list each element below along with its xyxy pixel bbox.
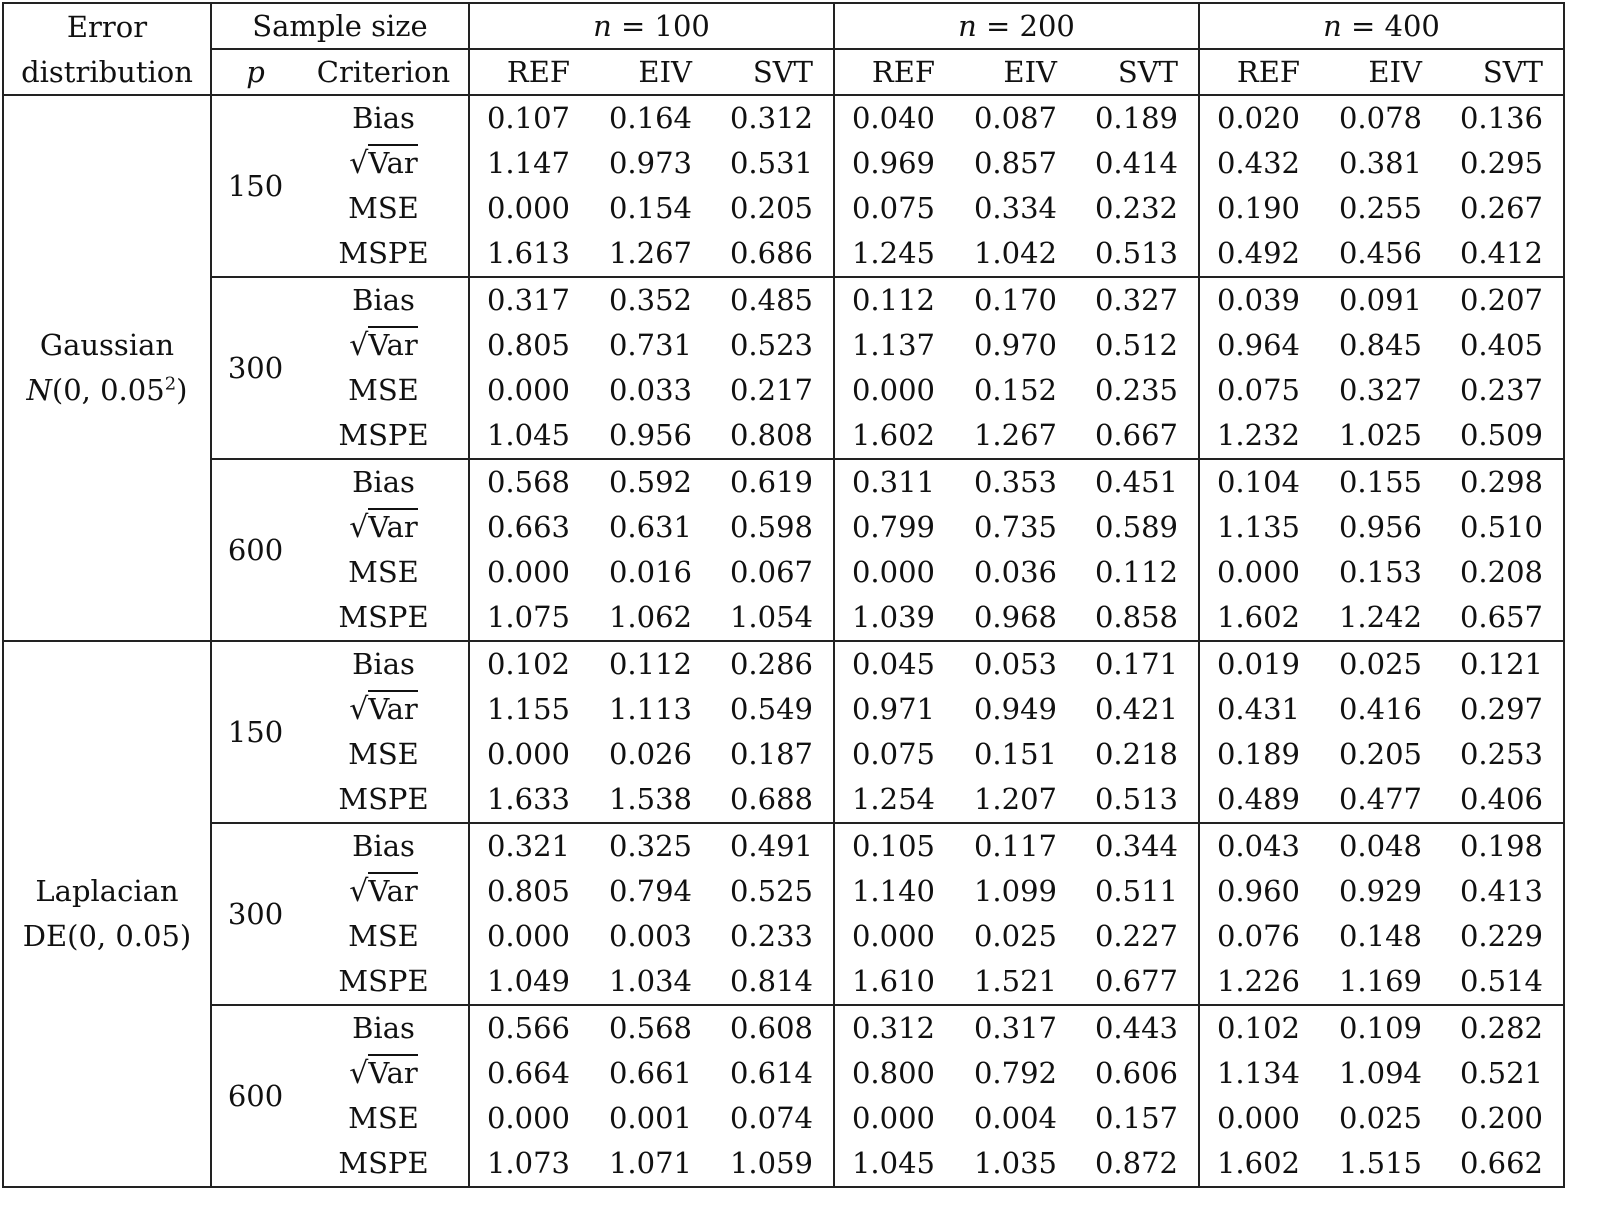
value-cell: 0.814 xyxy=(706,959,834,1005)
value-cell: 0.000 xyxy=(486,373,570,407)
value-cell: 0.112 xyxy=(1071,550,1199,595)
value-cell: 0.800 xyxy=(851,1056,935,1090)
value-cell: 1.035 xyxy=(957,1141,1071,1187)
value-cell: 0.489 xyxy=(1199,777,1322,823)
value-cell: 0.267 xyxy=(1436,186,1564,231)
value-cell: 0.973 xyxy=(608,146,692,180)
value-cell: 0.235 xyxy=(1071,368,1199,413)
results-table-container xyxy=(2,2,1565,1188)
value-cell: 0.949 xyxy=(973,692,1057,726)
value-cell: 0.661 xyxy=(608,1056,692,1090)
value-cell: 0.205 xyxy=(1338,737,1422,771)
value-cell: 0.298 xyxy=(1436,459,1564,505)
value-cell: 1.094 xyxy=(1338,1056,1422,1090)
value-cell: 0.414 xyxy=(1071,141,1199,186)
value-cell: 0.327 xyxy=(1338,373,1422,407)
value-cell: 1.137 xyxy=(851,328,935,362)
value-cell: 1.134 xyxy=(1216,1056,1300,1090)
value-cell: 0.598 xyxy=(706,505,834,550)
criterion-cell: √Var xyxy=(299,1051,469,1096)
value-cell: 1.073 xyxy=(469,1141,592,1187)
criterion-cell: MSPE xyxy=(299,777,469,823)
value-cell: 0.589 xyxy=(1071,505,1199,550)
header-ref-n100: REF xyxy=(469,49,592,95)
value-cell: 0.087 xyxy=(973,101,1057,135)
value-cell: 0.187 xyxy=(706,732,834,777)
value-cell: 0.513 xyxy=(1071,231,1199,277)
value-cell: 0.688 xyxy=(706,777,834,823)
header-svt-n200: SVT xyxy=(1071,49,1199,95)
header-distribution: distribution xyxy=(3,49,211,95)
value-cell: 0.297 xyxy=(1436,687,1564,732)
value-cell: 1.207 xyxy=(957,777,1071,823)
value-cell: 0.510 xyxy=(1436,505,1564,550)
value-cell: 0.406 xyxy=(1436,777,1564,823)
table-row xyxy=(3,823,1564,869)
value-cell: 0.631 xyxy=(608,510,692,544)
value-cell: 0.451 xyxy=(1071,459,1199,505)
value-cell: 0.078 xyxy=(1338,101,1422,135)
criterion-cell: √Var xyxy=(299,869,469,914)
value-cell: 0.000 xyxy=(851,1101,935,1135)
criterion-cell: MSPE xyxy=(299,231,469,277)
header-row-1 xyxy=(3,3,1564,49)
table-row xyxy=(3,641,1564,687)
value-cell: 0.000 xyxy=(851,919,935,953)
criterion-cell: √Var xyxy=(299,505,469,550)
header-p: p xyxy=(211,49,299,95)
criterion-cell: MSPE xyxy=(299,1141,469,1187)
value-cell: 0.325 xyxy=(608,829,692,863)
value-cell: 0.104 xyxy=(1216,465,1300,499)
value-cell: 1.169 xyxy=(1322,959,1436,1005)
header-group-n400: n = 400 xyxy=(1199,3,1564,49)
error-distribution-cell xyxy=(3,95,211,641)
value-cell: 0.075 xyxy=(1216,373,1300,407)
value-cell: 0.592 xyxy=(608,465,692,499)
value-cell: 0.549 xyxy=(706,687,834,732)
value-cell: 0.667 xyxy=(1071,413,1199,459)
value-cell: 0.282 xyxy=(1436,1005,1564,1051)
value-cell: 0.004 xyxy=(973,1101,1057,1135)
value-cell: 0.845 xyxy=(1338,328,1422,362)
criterion-cell: MSE xyxy=(299,550,469,595)
value-cell: 0.025 xyxy=(973,919,1057,953)
value-cell: 0.492 xyxy=(1199,231,1322,277)
value-cell: 0.794 xyxy=(608,874,692,908)
p-value-cell: 600 xyxy=(211,1005,299,1187)
value-cell: 0.039 xyxy=(1216,283,1300,317)
value-cell: 0.232 xyxy=(1071,186,1199,231)
value-cell: 1.232 xyxy=(1199,413,1322,459)
value-cell: 0.190 xyxy=(1216,191,1300,225)
value-cell: 1.155 xyxy=(486,692,570,726)
value-cell: 1.613 xyxy=(469,231,592,277)
value-cell: 0.566 xyxy=(486,1011,570,1045)
value-cell: 0.227 xyxy=(1071,914,1199,959)
value-cell: 1.267 xyxy=(592,231,706,277)
header-group-n200: n = 200 xyxy=(834,3,1199,49)
value-cell: 1.113 xyxy=(608,692,692,726)
value-cell: 0.531 xyxy=(706,141,834,186)
value-cell: 1.054 xyxy=(706,595,834,641)
value-cell: 0.735 xyxy=(973,510,1057,544)
value-cell: 0.511 xyxy=(1071,869,1199,914)
value-cell: 0.677 xyxy=(1071,959,1199,1005)
criterion-cell: MSE xyxy=(299,368,469,413)
value-cell: 0.657 xyxy=(1436,595,1564,641)
table-row xyxy=(3,277,1564,323)
value-cell: 0.514 xyxy=(1436,959,1564,1005)
value-cell: 1.042 xyxy=(957,231,1071,277)
value-cell: 0.121 xyxy=(1436,641,1564,687)
value-cell: 0.317 xyxy=(486,283,570,317)
value-cell: 0.091 xyxy=(1338,283,1422,317)
value-cell: 0.155 xyxy=(1338,465,1422,499)
value-cell: 0.311 xyxy=(851,465,935,499)
value-cell: 0.456 xyxy=(1322,231,1436,277)
value-cell: 0.255 xyxy=(1338,191,1422,225)
p-value-cell: 150 xyxy=(211,641,299,823)
criterion-cell: MSE xyxy=(299,1096,469,1141)
header-ref-n400: REF xyxy=(1199,49,1322,95)
value-cell: 0.344 xyxy=(1071,823,1199,869)
value-cell: 1.610 xyxy=(834,959,957,1005)
value-cell: 0.205 xyxy=(706,186,834,231)
value-cell: 0.421 xyxy=(1071,687,1199,732)
value-cell: 0.412 xyxy=(1436,231,1564,277)
value-cell: 0.040 xyxy=(851,101,935,135)
value-cell: 1.147 xyxy=(486,146,570,180)
value-cell: 0.151 xyxy=(973,737,1057,771)
criterion-cell: Bias xyxy=(299,1005,469,1051)
header-ref-n200: REF xyxy=(834,49,957,95)
value-cell: 0.477 xyxy=(1322,777,1436,823)
value-cell: 1.602 xyxy=(834,413,957,459)
value-cell: 0.067 xyxy=(706,550,834,595)
criterion-cell: MSE xyxy=(299,732,469,777)
criterion-cell: MSE xyxy=(299,914,469,959)
value-cell: 0.295 xyxy=(1436,141,1564,186)
value-cell: 0.003 xyxy=(608,919,692,953)
value-cell: 0.102 xyxy=(1216,1011,1300,1045)
value-cell: 0.956 xyxy=(1338,510,1422,544)
value-cell: 0.200 xyxy=(1436,1096,1564,1141)
value-cell: 0.148 xyxy=(1338,919,1422,953)
value-cell: 0.525 xyxy=(706,869,834,914)
value-cell: 0.327 xyxy=(1071,277,1199,323)
value-cell: 0.109 xyxy=(1338,1011,1422,1045)
p-value-cell: 150 xyxy=(211,95,299,277)
value-cell: 1.034 xyxy=(592,959,706,1005)
value-cell: 0.000 xyxy=(1216,555,1300,589)
value-cell: 0.312 xyxy=(706,95,834,141)
criterion-cell: MSPE xyxy=(299,959,469,1005)
value-cell: 0.075 xyxy=(851,737,935,771)
value-cell: 1.521 xyxy=(957,959,1071,1005)
value-cell: 0.153 xyxy=(1338,555,1422,589)
value-cell: 1.071 xyxy=(592,1141,706,1187)
value-cell: 0.019 xyxy=(1216,647,1300,681)
value-cell: 0.334 xyxy=(973,191,1057,225)
value-cell: 0.053 xyxy=(973,647,1057,681)
value-cell: 0.799 xyxy=(851,510,935,544)
value-cell: 1.242 xyxy=(1322,595,1436,641)
value-cell: 1.075 xyxy=(469,595,592,641)
value-cell: 0.000 xyxy=(486,737,570,771)
value-cell: 1.602 xyxy=(1199,1141,1322,1187)
criterion-cell: Bias xyxy=(299,823,469,869)
value-cell: 0.513 xyxy=(1071,777,1199,823)
value-cell: 0.198 xyxy=(1436,823,1564,869)
value-cell: 0.664 xyxy=(486,1056,570,1090)
value-cell: 1.602 xyxy=(1199,595,1322,641)
value-cell: 0.521 xyxy=(1436,1051,1564,1096)
value-cell: 1.062 xyxy=(592,595,706,641)
value-cell: 0.568 xyxy=(486,465,570,499)
value-cell: 0.491 xyxy=(706,823,834,869)
value-cell: 0.352 xyxy=(608,283,692,317)
value-cell: 0.207 xyxy=(1436,277,1564,323)
value-cell: 0.619 xyxy=(706,459,834,505)
header-svt-n100: SVT xyxy=(706,49,834,95)
value-cell: 0.233 xyxy=(706,914,834,959)
value-cell: 0.189 xyxy=(1216,737,1300,771)
simulation-results-table xyxy=(2,2,1565,1188)
value-cell: 0.964 xyxy=(1216,328,1300,362)
value-cell: 0.000 xyxy=(1216,1101,1300,1135)
header-criterion: Criterion xyxy=(299,49,469,95)
criterion-cell: MSPE xyxy=(299,413,469,459)
value-cell: 0.048 xyxy=(1338,829,1422,863)
header-row-2 xyxy=(3,49,1564,95)
value-cell: 0.036 xyxy=(973,555,1057,589)
header-svt-n400: SVT xyxy=(1436,49,1564,95)
value-cell: 0.000 xyxy=(486,919,570,953)
value-cell: 1.254 xyxy=(834,777,957,823)
value-cell: 0.970 xyxy=(973,328,1057,362)
value-cell: 1.245 xyxy=(834,231,957,277)
value-cell: 0.001 xyxy=(608,1101,692,1135)
value-cell: 0.286 xyxy=(706,641,834,687)
p-value-cell: 300 xyxy=(211,277,299,459)
value-cell: 0.112 xyxy=(608,647,692,681)
value-cell: 0.969 xyxy=(851,146,935,180)
value-cell: 0.000 xyxy=(486,555,570,589)
value-cell: 0.000 xyxy=(851,555,935,589)
table-row xyxy=(3,1005,1564,1051)
value-cell: 0.857 xyxy=(973,146,1057,180)
value-cell: 0.523 xyxy=(706,323,834,368)
value-cell: 0.431 xyxy=(1216,692,1300,726)
value-cell: 0.164 xyxy=(608,101,692,135)
table-row xyxy=(3,459,1564,505)
value-cell: 0.208 xyxy=(1436,550,1564,595)
table-row xyxy=(3,95,1564,141)
value-cell: 0.000 xyxy=(486,1101,570,1135)
value-cell: 0.381 xyxy=(1338,146,1422,180)
table-body xyxy=(3,95,1564,1187)
value-cell: 0.000 xyxy=(486,191,570,225)
value-cell: 1.226 xyxy=(1199,959,1322,1005)
header-error: Error xyxy=(3,3,211,49)
value-cell: 0.353 xyxy=(973,465,1057,499)
value-cell: 0.960 xyxy=(1216,874,1300,908)
p-value-cell: 300 xyxy=(211,823,299,1005)
value-cell: 0.956 xyxy=(592,413,706,459)
value-cell: 1.538 xyxy=(592,777,706,823)
value-cell: 0.662 xyxy=(1436,1141,1564,1187)
criterion-cell: MSE xyxy=(299,186,469,231)
value-cell: 0.033 xyxy=(608,373,692,407)
value-cell: 0.075 xyxy=(851,191,935,225)
distribution-name: Gaussian xyxy=(39,328,175,362)
value-cell: 1.045 xyxy=(834,1141,957,1187)
value-cell: 0.317 xyxy=(973,1011,1057,1045)
distribution-name: Laplacian xyxy=(35,874,179,908)
header-group-n100: n = 100 xyxy=(469,3,834,49)
value-cell: 0.105 xyxy=(851,829,935,863)
header-sample-size: Sample size xyxy=(211,3,469,49)
value-cell: 0.117 xyxy=(973,829,1057,863)
value-cell: 1.049 xyxy=(469,959,592,1005)
value-cell: 0.157 xyxy=(1071,1096,1199,1141)
header-eiv-n100: EIV xyxy=(592,49,706,95)
value-cell: 1.025 xyxy=(1322,413,1436,459)
value-cell: 0.000 xyxy=(851,373,935,407)
value-cell: 0.016 xyxy=(608,555,692,589)
value-cell: 0.432 xyxy=(1216,146,1300,180)
value-cell: 0.229 xyxy=(1436,914,1564,959)
value-cell: 0.405 xyxy=(1436,323,1564,368)
value-cell: 0.076 xyxy=(1216,919,1300,953)
distribution-formula: DE(0, 0.05) xyxy=(22,919,192,953)
value-cell: 0.805 xyxy=(486,328,570,362)
value-cell: 0.217 xyxy=(706,368,834,413)
value-cell: 0.858 xyxy=(1071,595,1199,641)
error-distribution-cell xyxy=(3,641,211,1187)
value-cell: 1.099 xyxy=(973,874,1057,908)
value-cell: 0.136 xyxy=(1436,95,1564,141)
value-cell: 1.515 xyxy=(1322,1141,1436,1187)
value-cell: 0.509 xyxy=(1436,413,1564,459)
value-cell: 0.568 xyxy=(608,1011,692,1045)
header-eiv-n400: EIV xyxy=(1322,49,1436,95)
value-cell: 1.059 xyxy=(706,1141,834,1187)
criterion-cell: √Var xyxy=(299,141,469,186)
value-cell: 1.633 xyxy=(469,777,592,823)
criterion-cell: Bias xyxy=(299,641,469,687)
value-cell: 0.020 xyxy=(1216,101,1300,135)
value-cell: 0.107 xyxy=(486,101,570,135)
value-cell: 0.872 xyxy=(1071,1141,1199,1187)
value-cell: 0.971 xyxy=(851,692,935,726)
value-cell: 0.485 xyxy=(706,277,834,323)
value-cell: 0.312 xyxy=(851,1011,935,1045)
distribution-formula: N(0, 0.05$^2$) xyxy=(26,373,188,407)
criterion-cell: Bias xyxy=(299,459,469,505)
value-cell: 0.792 xyxy=(973,1056,1057,1090)
value-cell: 0.686 xyxy=(706,231,834,277)
value-cell: 1.135 xyxy=(1216,510,1300,544)
value-cell: 0.152 xyxy=(973,373,1057,407)
value-cell: 0.808 xyxy=(706,413,834,459)
value-cell: 0.074 xyxy=(706,1096,834,1141)
value-cell: 0.102 xyxy=(486,647,570,681)
value-cell: 0.043 xyxy=(1216,829,1300,863)
value-cell: 1.045 xyxy=(469,413,592,459)
value-cell: 0.154 xyxy=(608,191,692,225)
header-eiv-n200: EIV xyxy=(957,49,1071,95)
value-cell: 0.606 xyxy=(1071,1051,1199,1096)
table-header xyxy=(3,3,1564,95)
value-cell: 1.140 xyxy=(851,874,935,908)
value-cell: 1.039 xyxy=(834,595,957,641)
value-cell: 0.189 xyxy=(1071,95,1199,141)
criterion-cell: Bias xyxy=(299,95,469,141)
criterion-cell: √Var xyxy=(299,687,469,732)
value-cell: 0.025 xyxy=(1338,1101,1422,1135)
value-cell: 0.112 xyxy=(851,283,935,317)
value-cell: 0.171 xyxy=(1071,641,1199,687)
value-cell: 0.968 xyxy=(957,595,1071,641)
value-cell: 0.321 xyxy=(486,829,570,863)
value-cell: 0.512 xyxy=(1071,323,1199,368)
value-cell: 0.045 xyxy=(851,647,935,681)
criterion-cell: MSPE xyxy=(299,595,469,641)
value-cell: 0.614 xyxy=(706,1051,834,1096)
value-cell: 0.663 xyxy=(486,510,570,544)
value-cell: 0.608 xyxy=(706,1005,834,1051)
value-cell: 0.805 xyxy=(486,874,570,908)
value-cell: 1.267 xyxy=(957,413,1071,459)
criterion-cell: Bias xyxy=(299,277,469,323)
value-cell: 0.170 xyxy=(973,283,1057,317)
value-cell: 0.443 xyxy=(1071,1005,1199,1051)
p-value-cell: 600 xyxy=(211,459,299,641)
value-cell: 0.025 xyxy=(1338,647,1422,681)
value-cell: 0.416 xyxy=(1338,692,1422,726)
value-cell: 0.731 xyxy=(608,328,692,362)
value-cell: 0.026 xyxy=(608,737,692,771)
value-cell: 0.253 xyxy=(1436,732,1564,777)
value-cell: 0.237 xyxy=(1436,368,1564,413)
value-cell: 0.929 xyxy=(1338,874,1422,908)
value-cell: 0.218 xyxy=(1071,732,1199,777)
value-cell: 0.413 xyxy=(1436,869,1564,914)
criterion-cell: √Var xyxy=(299,323,469,368)
